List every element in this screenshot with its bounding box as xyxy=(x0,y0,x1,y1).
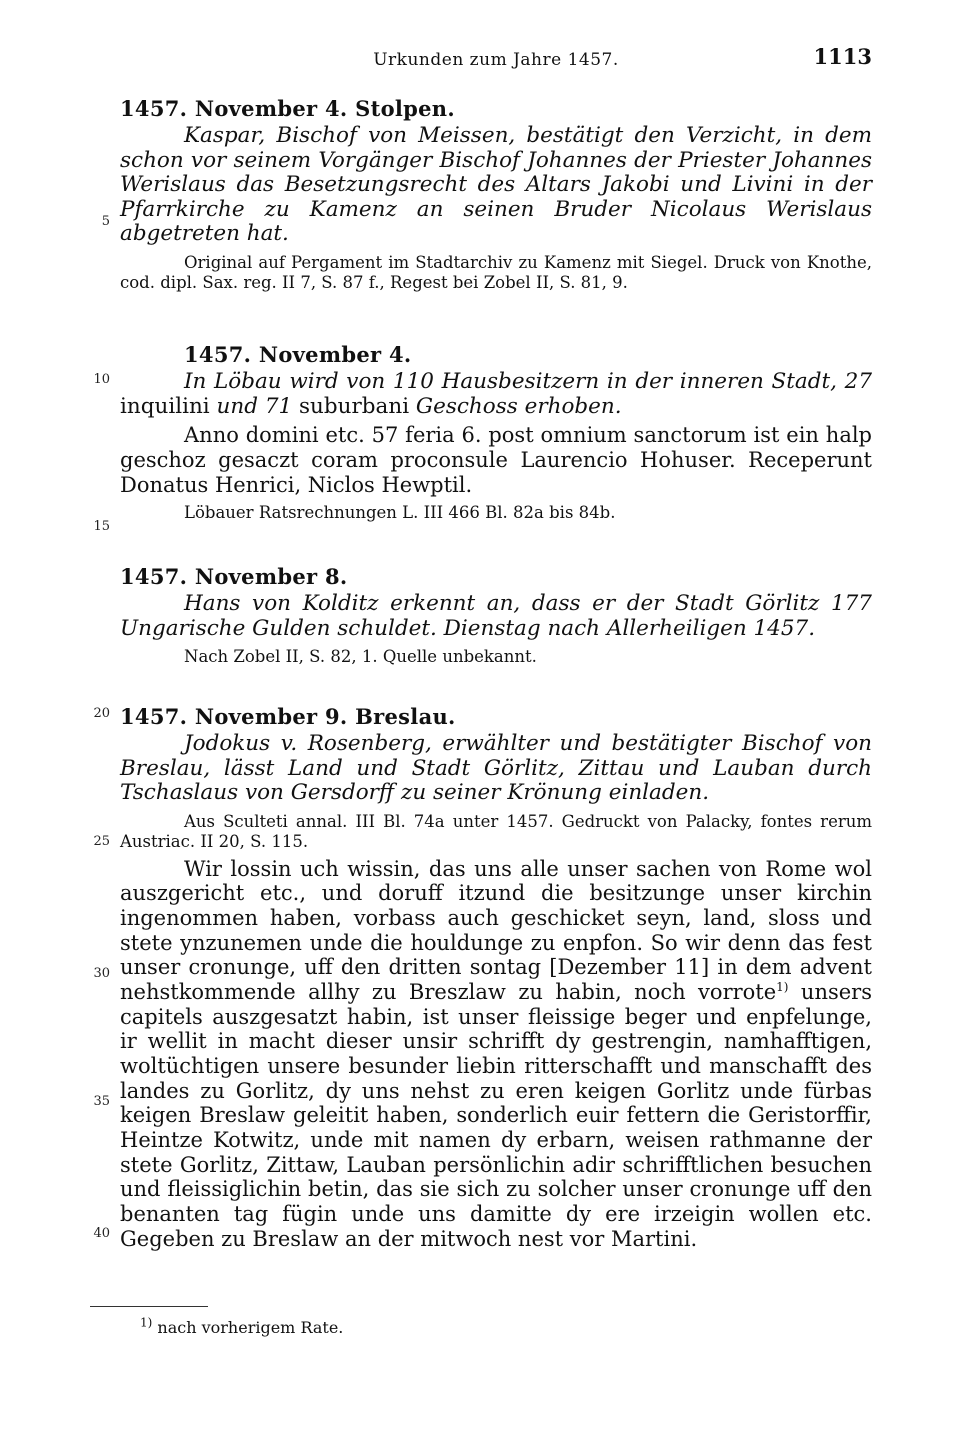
entry-2 xyxy=(120,340,872,524)
entry-source: Aus Sculteti annal. III Bl. 74a unter 1457. Gedruckt von Palacky, fontes rerum Austriac. II 20, S. 115. xyxy=(120,811,872,852)
line-number: 10 xyxy=(93,372,110,387)
footnote-rule xyxy=(90,1306,208,1307)
line-number: 30 xyxy=(93,966,110,981)
entry-1 xyxy=(120,94,872,294)
footnote-mark: 1) xyxy=(140,1315,153,1330)
running-title: Urkunden zum Jahre 1457. xyxy=(373,50,619,70)
entry-heading: 1457. November 4. xyxy=(184,342,412,367)
running-head xyxy=(120,44,872,76)
page-number: 1113 xyxy=(813,44,872,69)
entry-source: Original auf Pergament im Stadtarchiv zu Kamenz mit Siegel. Druck von Knothe, cod. dipl. Sax. reg. II 7, S. 87 f., Regest bei Zobel II, S. 81, 9. xyxy=(120,252,872,293)
entry-summary: Jodokus v. Rosenberg, erwählter und bestätigter Bischof von Breslau, lässt Land und Stadt Görlitz, Zittau und Lauban durch Tschaslaus von Gersdorff zu seiner Krönung einladen. xyxy=(120,731,872,806)
entry-text: Anno domini etc. 57 feria 6. post omnium sanctorum ist ein halp geschoz gesaczt coram proconsule Laurencio Hohuser. Receperunt Donatus Henrici, Niclos Hewptil. xyxy=(120,423,872,497)
entry-source: Löbauer Ratsrechnungen L. III 466 Bl. 82a bis 84b. xyxy=(184,503,616,523)
line-number: 20 xyxy=(93,706,110,721)
entry-heading: 1457. November 8. xyxy=(120,564,348,589)
entry-summary: In Löbau wird von 110 Hausbesitzern in der inneren Stadt, 27 inquilini und 71 suburbani Geschoss erhoben. xyxy=(120,369,872,419)
entry-heading: 1457. November 9. Breslau. xyxy=(120,704,456,729)
footnote-reference: 1) xyxy=(776,980,789,995)
footnote-text: nach vorherigem Rate. xyxy=(152,1318,344,1337)
entry-heading: 1457. November 4. Stolpen. xyxy=(120,96,455,121)
entry-text: Wir lossin uch wissin, das uns alle unser sachen von Rome wol auszgericht etc., und doruff itzund die besitzunge unser kirchin ingenommen haben, vorbass auch geschicket seyn, land, sloss und stete ynzunemen unde die houldunge zu enpfon. So wir denn das fest unser cronunge, uff den dritten sontag [Dezember 11] in dem advent nehstkommende allhy zu Breszlaw zu habin, noch vorrote$^{1)}$ unsers capitels auszgesatzt habin, ist unser fleissige beger und enpfelunge, ir wellit in macht dieser unsir schrifft dy gestrengin, namhafftigen, woltüchtigen unsere besunder liebin ritterschafft und manschafft des landes zu Gorlitz, dy uns nehst zu eren keigen Gorlitz unde fürbas keigen Breslaw geleitit haben, sonderlich euir fettern die Geristorffir, Heintze Kotwitz, unde mit namen dy erbarn, weisen rathmanne der stete Gorlitz, Zittaw, Lauban persönlichin adir schrifftlichen besuchen und fleissiglichin betin, das sie sich zu solcher unser cronunge uff den benanten tag fügin unde uns damitte dy ere irzeigin wollen etc. Gegeben zu Breslaw an der mitwoch nest vor Martini. xyxy=(120,856,872,1251)
entry-3 xyxy=(120,562,872,668)
entry-4 xyxy=(120,702,872,1251)
entry-summary: Hans von Kolditz erkennt an, dass er der Stadt Görlitz 177 Ungarische Gulden schuldet. Dienstag nach Allerheiligen 1457. xyxy=(120,591,872,641)
line-number: 15 xyxy=(93,519,110,534)
line-number: 40 xyxy=(93,1226,110,1241)
line-number: 25 xyxy=(93,834,110,849)
line-number: 5 xyxy=(101,214,110,229)
line-number: 35 xyxy=(93,1094,110,1109)
entry-summary: Kaspar, Bischof von Meissen, bestätigt den Verzicht, in dem schon vor seinem Vorgänger Bischof Johannes der Priester Johannes Werislaus das Besetzungsrecht des Altars Jakobi und Livini in der Pfarrkirche zu Kamenz an seinen Bruder Nicolaus Werislaus abgetreten hat. xyxy=(120,123,872,247)
entry-source: Nach Zobel II, S. 82, 1. Quelle unbekannt. xyxy=(184,647,537,667)
footnote xyxy=(140,1315,344,1337)
